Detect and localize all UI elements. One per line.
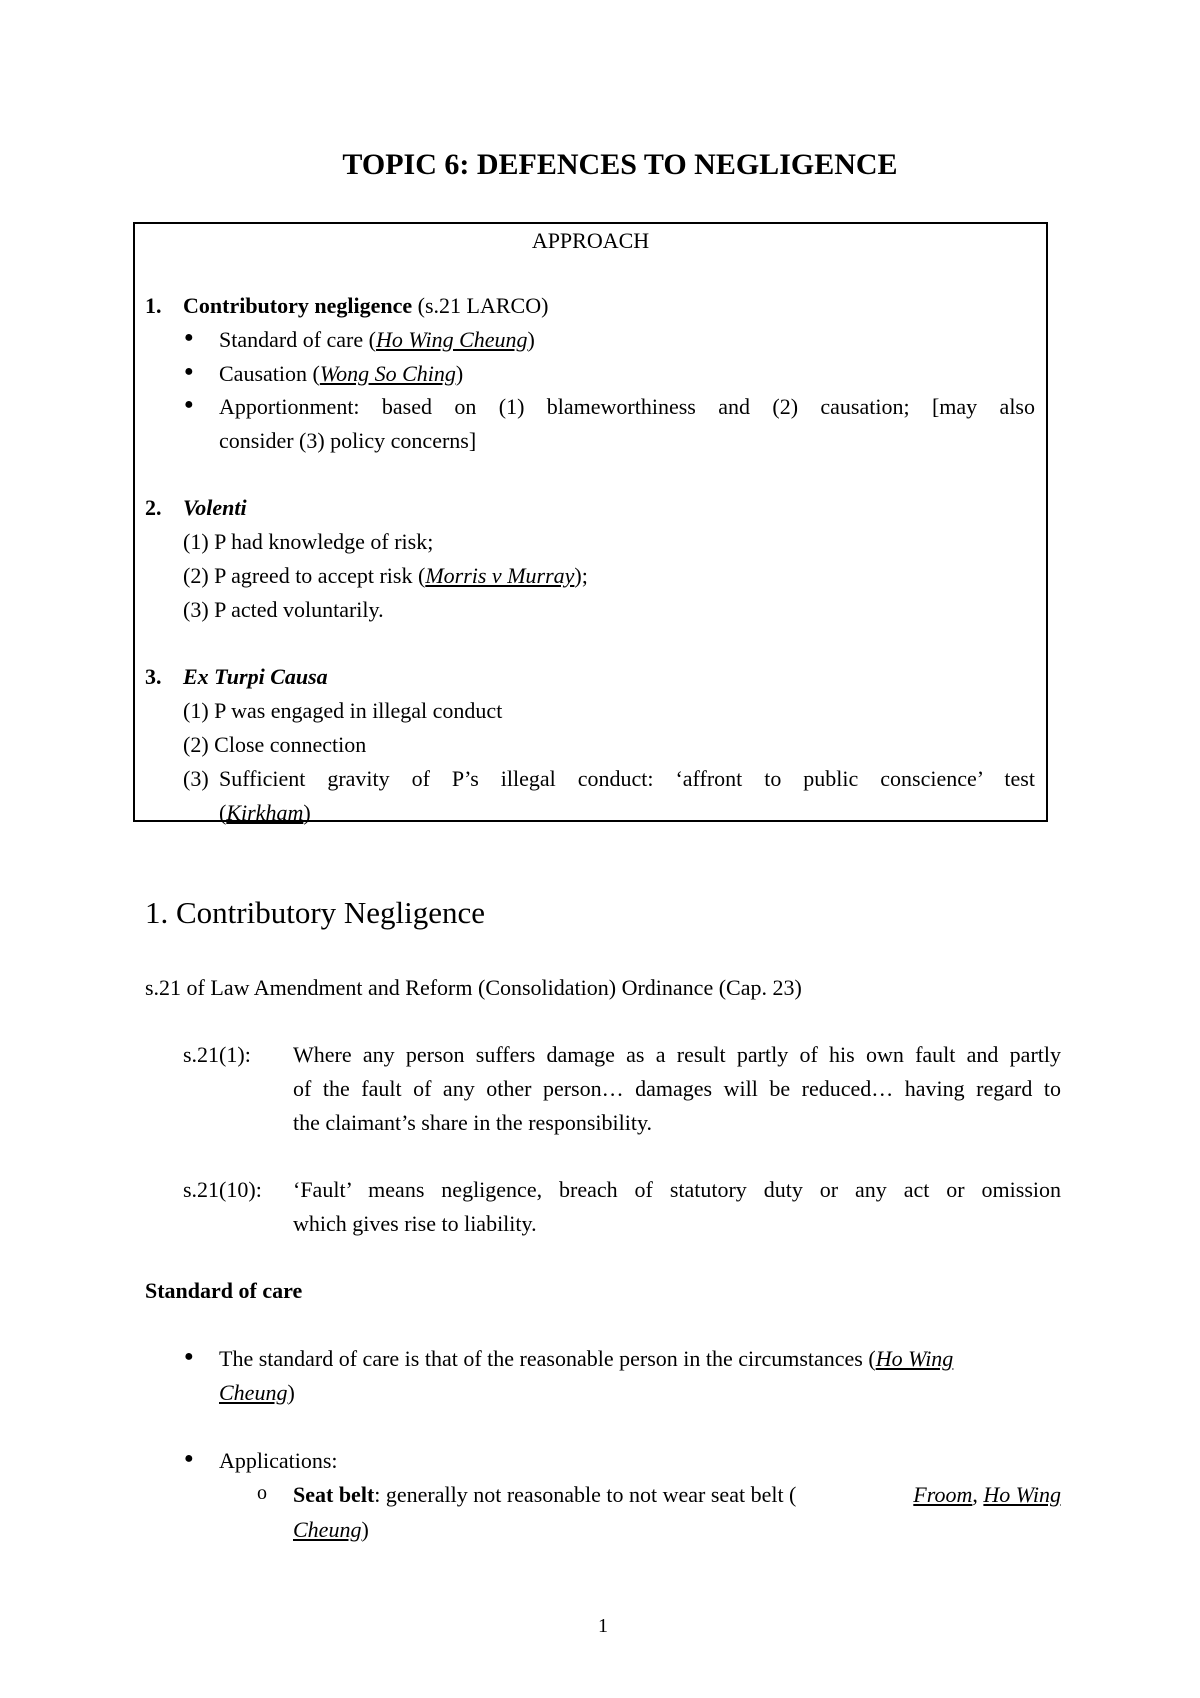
sub-bullet-line xyxy=(293,1516,369,1544)
provision-label: s.21(10): xyxy=(183,1177,262,1202)
body-bullet-line xyxy=(219,1345,953,1373)
bullet-icon: ● xyxy=(184,1450,194,1467)
approach-item-number: 2. xyxy=(145,495,162,520)
case-name: Froom xyxy=(913,1482,973,1507)
provision-label: s.21(1): xyxy=(183,1042,251,1067)
case-name: Ho Wing xyxy=(983,1482,1061,1507)
subsection-heading: Standard of care xyxy=(145,1278,303,1303)
subitem-text: (2) P agreed to accept risk ( xyxy=(183,563,426,588)
page-number: 1 xyxy=(598,1615,608,1637)
section-heading: 1. Contributory Negligence xyxy=(145,895,486,930)
approach-subitem-number: (3) xyxy=(183,766,209,791)
provision-line: of the fault of any other person… damages will be reduced… having regard to xyxy=(293,1076,1061,1101)
body-bullet-line xyxy=(219,1379,295,1407)
circle-bullet-icon: o xyxy=(257,1482,267,1504)
bullet-text: ) xyxy=(527,327,535,352)
statute-reference: s.21 of Law Amendment and Reform (Consolidation) Ordinance (Cap. 23) xyxy=(145,975,802,1000)
body-bullet-line: Applications: xyxy=(219,1448,338,1473)
approach-subitem: (1) P was engaged in illegal conduct xyxy=(183,698,503,723)
case-name: Ho Wing xyxy=(875,1346,954,1371)
sub-bullet-bold: Seat belt xyxy=(293,1482,375,1507)
bullet-text: ) xyxy=(455,361,464,386)
case-name: Cheung xyxy=(293,1517,362,1542)
case-name: Morris v Murray xyxy=(425,563,575,588)
sub-bullet-text: : generally not reasonable to not wear seat belt ( xyxy=(374,1482,797,1507)
bullet-text: The standard of care is that of the reasonable person in the circumstances ( xyxy=(219,1346,876,1371)
sub-bullet-cases xyxy=(913,1481,1061,1509)
approach-item-number: 1. xyxy=(145,293,162,318)
approach-item-ref: (s.21 LARCO) xyxy=(412,293,549,318)
document-title: TOPIC 6: DEFENCES TO NEGLIGENCE xyxy=(342,148,898,181)
provision-line: ‘Fault’ means negligence, breach of statutory duty or any act or omission xyxy=(293,1177,1061,1202)
provision-line: the claimant’s share in the responsibility. xyxy=(293,1110,653,1135)
bullet-text: Standard of care ( xyxy=(219,327,376,352)
approach-subitem-line: Sufficient gravity of P’s illegal conduct: ‘affront to public conscience’ test xyxy=(219,766,1035,791)
approach-subitem xyxy=(183,562,588,590)
case-name: Kirkham xyxy=(226,800,304,825)
bullet-icon: ● xyxy=(184,329,194,346)
provision-line: Where any person suffers damage as a result partly of his own fault and partly xyxy=(293,1042,1061,1067)
approach-item-title xyxy=(183,292,548,320)
sub-bullet-line xyxy=(293,1481,1061,1509)
approach-subitem: (3) P acted voluntarily. xyxy=(183,597,384,622)
sub-bullet-text: ) xyxy=(361,1517,369,1542)
approach-bullet-line: consider (3) policy concerns] xyxy=(219,428,477,453)
bullet-text: ) xyxy=(287,1380,295,1405)
approach-item-title-text: Contributory negligence xyxy=(183,293,413,318)
case-name: Wong So Ching xyxy=(319,361,456,386)
approach-subitem: (2) Close connection xyxy=(183,732,367,757)
approach-bullet-line: Apportionment: based on (1) blameworthiness and (2) causation; [may also xyxy=(219,394,1035,419)
bullet-icon: ● xyxy=(184,1348,194,1365)
approach-bullet xyxy=(219,326,535,354)
bullet-icon: ● xyxy=(184,396,194,413)
approach-heading: APPROACH xyxy=(531,228,650,253)
sub-bullet-text: , xyxy=(972,1482,984,1507)
bullet-text: Causation ( xyxy=(219,361,320,386)
approach-item-number: 3. xyxy=(145,664,162,689)
case-name: Ho Wing Cheung xyxy=(375,327,528,352)
case-name: Cheung xyxy=(219,1380,288,1405)
subitem-text: ); xyxy=(574,563,588,588)
subitem-text: ) xyxy=(303,800,311,825)
approach-subitem: (1) P had knowledge of risk; xyxy=(183,529,434,554)
sub-bullet-lead xyxy=(293,1481,796,1509)
bullet-icon: ● xyxy=(184,363,194,380)
approach-bullet xyxy=(219,360,463,388)
approach-item-title: Ex Turpi Causa xyxy=(183,664,328,689)
provision-line: which gives rise to liability. xyxy=(293,1211,537,1236)
approach-item-title: Volenti xyxy=(183,495,247,520)
approach-subitem-line xyxy=(219,799,311,827)
subitem-text: ( xyxy=(219,800,227,825)
